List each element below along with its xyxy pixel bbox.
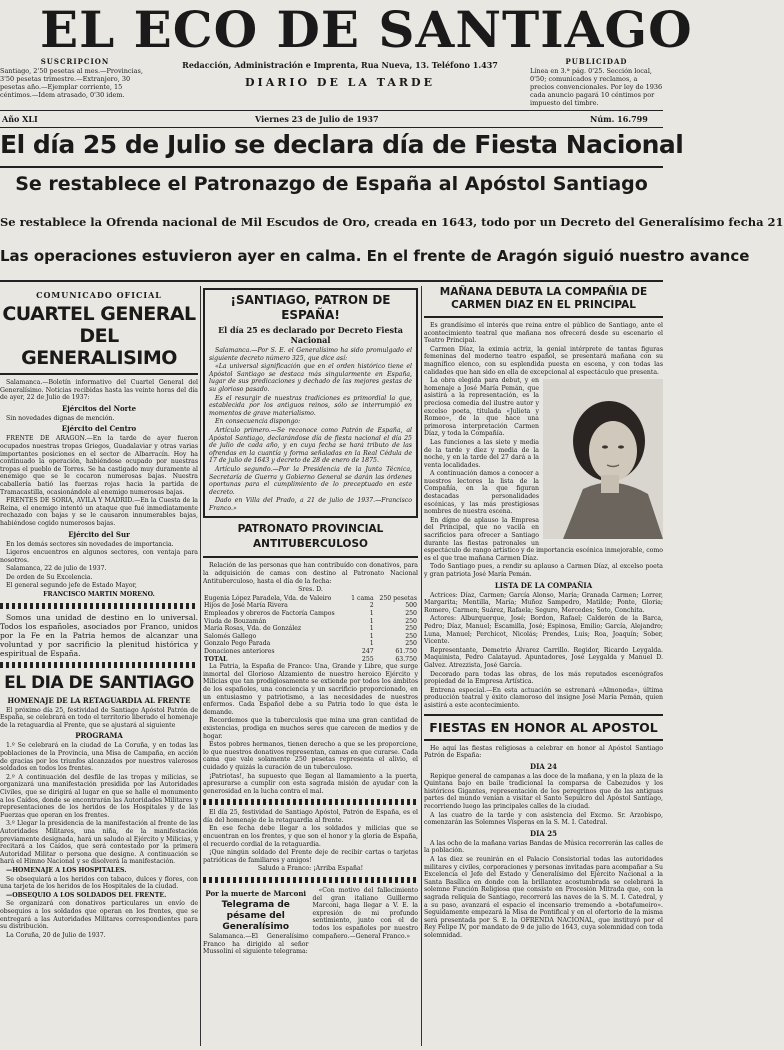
theatre-text: Todo Santiago pues, a rendir su aplauso a Carmen Díaz, al excelso poeta y gran patriota José María Pemán.	[424, 563, 663, 578]
marconi-left	[203, 887, 309, 957]
north-text: Sin novedades dignas de mención.	[6, 414, 115, 422]
patron-text: «La universal significación que en el orden histórico tiene el Apóstol Santiago se destaca más singularmente en España, lugar de sus predicaciones y dechado de las mejores gestas de su glorioso pasado.	[209, 363, 412, 393]
patron-text: Salamanca.—Por S. E. el Generalísimo ha sido promulgado el siguiente decreto número 325, que dice así:	[209, 347, 412, 362]
total-qty: 255	[361, 655, 374, 663]
day24-title: DIA 24	[530, 761, 557, 771]
divider	[424, 739, 663, 741]
donor-name: María Rosas, Vda. de González	[204, 625, 302, 633]
subscription-text: Santiago, 2'50 pesetas al mes.—Provincias, 3'50 pesetas trimestre.—Extranjero, 30 pesetas año.—Ejemplar corriente, 15 céntimos.—Idem atrasado, 0'30 idem.	[0, 67, 143, 99]
patron-text: Artículo primero.—Se reconoce como Patrón de España, al Apóstol Santiago, declarándose día de fiesta nacional el día 25 de julio de cada año, y en cuya fecha se hará tributo de las ofrendas en la cuantía y forma señaladas en la Real Cédula de 17 de julio de 1643 y decreto de 28 de enero de 1875.	[209, 426, 412, 465]
column-divider-2	[421, 286, 422, 1046]
theatre-text: A continuación damos a conocer a nuestros lectores la lista de la Compañía, en la que figuran destacadas personalidades escénicas, y las más prestigiosas nombres de nuestra escena.	[424, 470, 539, 516]
programa-item: 3.º Llegar la presidencia de la manifestación al frente de las Autoridades Militares, una niña, de la manifestación previamente designada, hará un saludo al Ejército y Milicias, y recitará a los Caídos, que será contestado por la primera Autoridad Militar o persona que designe. A continuación se hará el Himno Nacional y se disolverá la manifestación.	[0, 820, 198, 866]
theatre-text: En dígno de aplauso la Empresa del Principal, que no vacila en sacrificios para ofrecer a Santiago durante las fiestas patronales un espectáculo de rango artístico y de importancia escénica inmejorable, como es el que trae mañana Carmen Díaz.	[424, 516, 663, 562]
center-text: FRENTE DE ARAGON.—En la tarde de ayer fueron ocupados nuestras tropas Griegos, Guadalaviar y otras varias importantes posiciones en el sector de Albarracín. Hoy ha continuado la operación, habiéndose ocupado por nuestras tropas el pueblo de Torres. Se ha castigado muy duramente al enemigo que se le cocaron numerosas bajas. Nuestra caballería batió las fuerzas rojas hacia la partida de Tramacastilla, ocasionándole al enemigo numerosas bajas.	[0, 435, 198, 496]
closing-date: La Coruña, 20 de Julio de 1937.	[6, 931, 106, 939]
official-communique-label: COMUNICADO OFICIAL	[36, 290, 162, 300]
fiesta-text: El día 25, festividad de Santiago Apóstol, Patrón de España, es el día del homenaje de la retaguardia al frente.	[203, 809, 418, 824]
patron-box-subtitle: El día 25 es declarado por Decreto Fiesta Nacional	[218, 325, 403, 345]
sign-place: Salamanca, 22 de julio de 1937.	[6, 565, 107, 573]
donor-qty: 1	[369, 610, 374, 618]
donor-qty: 1	[369, 632, 374, 640]
theatre-text: La obra elegida para debut, y en homenaje a José María Pemán, que asistirá a la representación, es la preciosa comedia del ilustre autor y excelso poeta, titulada «Julieta y Romeo», de la que hace una primorosa interpretación Carmen Díaz, y toda la Compañía.	[424, 377, 539, 438]
publicity-text: Línea en 3.ª pág. 0'25. Sección local, 0'50; comunicados y reclamos, a precios convencionales. Por ley de 1936 cada anuncio pagará 10 céntimos por impuesto del timbre.	[530, 67, 663, 107]
patron-text: Dado en Villa del Prado, a 21 de julio de 1937.—Francisco Franco.»	[209, 497, 412, 512]
donor-row	[203, 625, 418, 633]
headline-front: Las operaciones estuvieron ayer en calma. En el frente de Aragón siguió nuestro avance	[0, 247, 750, 265]
fiestas-title: FIESTAS EN HONOR AL APOSTOL	[429, 719, 658, 735]
dateline	[0, 113, 663, 127]
hospitals-title: —HOMENAJE A LOS HOSPITALES.	[6, 866, 127, 874]
fiestas-intro: He aquí las fiestas religiosas a celebrar en honor al Apóstol Santiago Patrón de España:	[424, 744, 663, 760]
divider	[203, 556, 418, 558]
patron-text: En consecuencia dispongo:	[215, 418, 301, 426]
column-2	[203, 286, 418, 1046]
marconi-text: Salamanca.—El Generalísimo Franco ha dirigido al señor Mussolini el siguiente telegrama:	[203, 933, 309, 956]
donor-qty: 1	[369, 617, 374, 625]
divider	[424, 714, 663, 716]
donor-row	[203, 610, 418, 618]
masthead-center	[155, 60, 525, 89]
donor-name: Donaciones anteriores	[204, 648, 275, 655]
theatre-text: Las funciones a las siete y media de la tarde y diez y media de la noche, y en la tarde del 27 dará a la venta localidades.	[424, 438, 539, 469]
donor-name: Viuda de Bouzamán	[204, 617, 267, 625]
day24-text: Repique general de campanas a las doce de la mañana, y en la plaza de la Quintana bajo en baile tradicional la comparsa de Cabezudos y los históricos Gigantes, representación de los peregrinos que de las antiguas partes del mundo venían a visitar el Santo Sepulcro del Apóstol Santiago, recorriendo luego las principales calles de la ciudad.	[424, 772, 663, 811]
portrait-icon	[543, 379, 663, 539]
donations-total-row	[203, 656, 418, 664]
deco-divider	[0, 662, 198, 668]
donor-amount: 250 pesetas	[379, 594, 417, 602]
deco-divider	[203, 877, 418, 883]
soldiers-text: Se organizará con donativos particulares un envío de obsequios a los soldados que operan en los frentes, que se entregará a las Autoridades Militares correspondientes para su distribución.	[0, 900, 198, 931]
donor-row	[203, 602, 418, 610]
donor-amount: 250	[405, 617, 417, 625]
sign-role: El general segundo jefe de Estado Mayor,	[6, 582, 137, 590]
santiago-day-subtitle: HOMENAJE DE LA RETAGUARDIA AL FRENTE	[7, 695, 191, 705]
dateline-date: Viernes 23 de Julio de 1937	[255, 114, 379, 124]
publicity-label: PUBLICIDAD	[565, 57, 628, 66]
masthead-subtitle: DIARIO DE LA TARDE	[245, 76, 435, 89]
total-label: TOTAL	[204, 655, 228, 663]
day24-text: A las cuatro de la tarde y con asistencia del Excmo. Sr. Arzobispo, comenzarán las Solemnes Vísperas en la S. M. I. Catedral.	[424, 811, 663, 827]
day25-text: A las diez se reunirán en el Palacio Consistorial todas las autoridades militares y civiles, corporaciones y personas invitadas para acompañar a Su Excelencia el Jefe del Estado y Generalísimo del Ejército Nacional a la Santa Basílica en donde con la brillantez acostumbrada se celebrará la solemne Función Religiosa que consiste en Procesión Mitrada que, con la sagrada reliquia de Santiago, recorrerá las naves de la S. M. I. Catedral, y a su paso, avanzará el espacio el incensario tremendo a «botafumeiro». Seguidamente empezará la Misa de Pontifical y en el ofertorio de la misma será presentada por S. E. la OFRENDA NACIONAL, que instituyó por el Rey Felipe IV, por mandato de 9 de julio de 1643, cuya solemnidad con toda solemnidad.	[424, 856, 663, 939]
cuartel-title-1: CUARTEL GENERAL	[2, 303, 196, 325]
deco-divider	[0, 603, 198, 609]
donor-row	[203, 648, 418, 656]
santiago-intro: El próximo día 25, festividad de Santiago Apóstol Patrón de España, se celebrará en todo el territorio liberado el homenaje de la retaguardia al Frente, que se ajustará al siguiente	[0, 706, 198, 729]
subscription-box	[0, 58, 150, 99]
column-divider-1	[200, 286, 201, 1046]
headline-main: El día 25 de Julio se declara día de Fiesta Nacional	[0, 130, 684, 159]
patronato-text: Estos pobres hermanos, tienen derecho a que se les proporcione, lo que nuestros donativos representan, camas en que curarse. Cada cama que vale solamente 250 pesetas representa el alivio, el cuidado y quizás la curación de un tuberculoso.	[203, 741, 418, 771]
staff-text: Representante, Demetrio Álvarez Carrillo. Regidor, Ricardo Leygalda. Maquinista, Pedro Calatayud. Apuntadores, José Leygalda y Manuel D. Galvez. Atrezzista, José García.	[424, 646, 663, 669]
deco-divider	[203, 799, 418, 805]
marconi-section	[203, 887, 418, 957]
fiesta-text: ¡Que ningún soldado del Frente deje de recibir cartas o tarjetas patrióticas de familiares y amigos!	[203, 849, 418, 864]
donor-qty: 1 cama	[351, 594, 374, 602]
headline-secondary: Se restablece el Patronazgo de España al Apóstol Santiago	[15, 173, 648, 195]
divider	[0, 373, 198, 375]
masthead-address: Redacción, Administración e Imprenta, Rua Nueva, 13. Teléfono 1.437	[182, 60, 498, 70]
programa-title: PROGRAMA	[75, 731, 123, 741]
actores-list: Actores: Alburquerque, José; Bordon, Rafael; Calderón de la Barca, Pedro; Díaz, Manuel; Escamilla, José; Espinosa, Emilio; García, Alejandro; Luna, Manuel; Perchicot, Nicolás; Prendes, Luis; Roa, Joaquín; Sober, Vicente.	[424, 615, 663, 646]
actrices-list: Actrices: Díaz, Carmen; García Alonso, María; Granada Carmen; Lorrer, Margarita; Mentilla, María; Muñoz Sampedro, Matilde; Ponte, Gloria; Romero, Carmen; Suárez, Rafaela; Seguro, Mercedes; Soto, Conchita.	[424, 591, 663, 614]
dateline-number: Núm. 16.799	[590, 114, 648, 124]
aviation-text: Ligeros encuentros en algunos sectores, con ventaja para nosotros.	[0, 549, 198, 564]
donor-name: Hijos de José María Rivera	[204, 602, 288, 610]
hospitals-text: Se obsequiará a los heridos con tabaco, dulces y flores, con una tarjeta de los heridos de los Hospitales de la ciudad.	[0, 875, 198, 891]
total-amount: 63.750	[395, 655, 417, 663]
headline-rule	[0, 166, 663, 168]
communique-intro: Salamanca.—Boletín informativo del Cuartel General del Generalísimo. Noticias recibidas hasta las veinte horas del día de ayer, 22 de Julio de 1937:	[0, 379, 198, 402]
masthead-rule	[0, 110, 663, 111]
day25-title: DIA 25	[530, 828, 557, 838]
fiesta-salute: Saludo a Franco: ¡Arriba España!	[257, 865, 364, 873]
patron-text: Es el resurgir de nuestras tradiciones es primordial la que, establecida por los antiguos reinos, sólo se interrumpió en momentos de grave materialismo.	[209, 394, 412, 417]
donor-row	[203, 618, 418, 626]
cuartel-title-2: DEL GENERALISIMO	[21, 325, 177, 369]
north-title: Ejércitos del Norte	[61, 403, 137, 413]
center-title: Ejército del Centro	[61, 424, 137, 434]
programa-item: 1.º Se celebrará en la ciudad de La Coruña, y en todas las poblaciones de la Provincia, una Misa de Campaña, en acción de gracias por los triunfos alcanzados por nuestros valerosos soldados en todos los frentes.	[0, 742, 198, 773]
dateline-year: Año XLI	[2, 114, 38, 124]
donor-amount: 250	[405, 632, 417, 640]
column-3	[424, 286, 663, 1046]
marconi-right	[313, 887, 419, 957]
programa-item: 2.º A continuación del desfile de las tropas y milicias, se organizará una manifestación presidida por las Autoridades Civiles, que se dirigirá al lugar en que se halle el monumento a los Caídos, donde se encontrarán las Autoridades Militares y representaciones de los heridos de los Hospitales y de las Fuerzas que operan en los frentes.	[0, 773, 198, 819]
subscription-label: SUSCRIPCION	[40, 57, 110, 66]
donations-table	[203, 595, 418, 663]
patronato-text: ¡Patriotas!, ha supuesto que llegan al llamamiento a la puerta, apresurarse a cumplir con esta sagrada misión de ayudar con la generosidad en la lucha contra el mal.	[203, 772, 418, 795]
donor-name: Eugenia López Paradela, Vda. de Valeiro	[204, 594, 332, 602]
company-list-title: LISTA DE LA COMPAÑIA	[494, 580, 593, 590]
donor-name: Gonzalo Pego Parada	[204, 640, 271, 648]
marconi-quote: «Con motivo del fallecimiento del gran italiano Guillermo Marconi, haga llegar a V. E. la expresión de mi profundo sentimiento, junto con el de todos los españoles por nuestro compañero.—General Franco.»	[312, 887, 418, 940]
patronato-title: PATRONATO PROVINCIAL ANTITUBERCULOSO	[237, 523, 384, 551]
donor-amount: 250	[405, 610, 417, 618]
fiesta-text: En ese fecha debe llegar a los soldados y milicias que se encuentran en los frentes, y que son el honor y la gloria de España, el recuerdo cordial de la retaguardia.	[203, 825, 418, 848]
sign-greeting: De orden de Su Excelencia.	[6, 573, 93, 581]
patronato-text: Recordemos que la tuberculosis que mina una gran cantidad de existencias, prodiga en muchos seres que carecen de medios y de hogar.	[203, 717, 418, 740]
marconi-subtitle: Por la muerte de Marconi	[205, 889, 307, 899]
donor-amount: 500	[405, 602, 417, 610]
divider	[424, 316, 663, 318]
donor-name: Empleados y obreros de Factoría Campos	[204, 610, 335, 618]
columns-top-rule	[0, 280, 663, 282]
sign-name: FRANCISCO MARTIN MORENO.	[43, 591, 155, 599]
donor-row	[203, 595, 418, 603]
masthead-title: EL ECO DE SANTIAGO	[40, 0, 693, 59]
staff-text: Entrena especial.—En esta actuación se estrenará «Almoneda», última producción teatral y éxito clamoroso del insigne José María Pemán, quien asistirá a este acontecimiento.	[424, 686, 663, 709]
donor-qty: 2	[369, 602, 374, 610]
donor-amount: 61.750	[395, 648, 417, 655]
patronato-greeting: Sres. D.	[298, 586, 323, 594]
headline-tertiary: Se restablece la Ofrenda nacional de Mil Escudos de Oro, creada en 1643, todo por un Decreto del Generalísimo fecha 21	[0, 215, 784, 229]
day25-text: A las ocho de la mañana varias Bandas de Música recorrerán las calles de la población.	[424, 839, 663, 855]
south-text: En los demás sectores sin novedades de importancia.	[6, 540, 174, 548]
patron-box-title: ¡SANTIAGO, PATRON DE ESPAÑA!	[230, 293, 391, 322]
patronato-text: La Patria, la España de Franco: Una, Grande y Libre, que surge inmortal del Glorioso Alzamiento de nuestro heroico Ejército y Milicias que tan prodigiosamente se extiende por todos los ámbitos de los españoles, una conciencia y un sacrificio proporcionado, en un entusiasmo y patriotismo, a las necesidades de nuestros enfermos. Cada Español debe a su Patria todo lo que ésta le demande.	[203, 663, 418, 716]
south-title: Ejército del Sur	[68, 529, 130, 539]
donor-qty: 1	[369, 640, 374, 648]
donor-name: Salomés Gallego	[204, 632, 257, 640]
theatre-text: Carmen Díaz, la eximia actriz, la genial intérprete de tantas figuras femeninas del moderno teatro español, se presentará mañana con su magnífico elenco, con su esplendida puesta en escena, y con todas las calidades que han sido en ella de excepcional al espectáculo que presenta.	[424, 345, 663, 376]
column-1	[0, 286, 198, 1046]
donor-amount: 250	[405, 625, 417, 633]
patron-box	[203, 288, 418, 518]
portrait-photo	[543, 379, 663, 539]
publicity-box	[530, 58, 663, 107]
soldiers-title: —OBSEQUIO A LOS SOLDADOS DEL FRENTE.	[6, 891, 167, 899]
dateline-rule	[0, 127, 663, 128]
donor-row	[203, 640, 418, 648]
motto-text: Somos una unidad de destino en lo universal. Todos los españoles, asociados por Franco, unidos por la Fe en la Patria hemos de alcanzar una voluntad y por sacrificio la plenitud histórica y espiritual de España.	[0, 612, 198, 658]
donor-qty: 247	[361, 648, 374, 655]
donor-qty: 1	[369, 625, 374, 633]
santiago-day-title: EL DIA DE SANTIAGO	[4, 672, 194, 693]
donor-amount: 250	[405, 640, 417, 648]
patronato-intro: Relación de las personas que han contribuído con donativos, para la adquisición de camas con destino al Patronato Nacional Antituberculoso, hasta el día de la fecha:	[203, 562, 418, 585]
theatre-text: Es grandísimo el interés que reina entre el público de Santiago, ante el acontecimiento teatral que mañana nos ofrecerá desde su escenario el Teatro Principal.	[424, 322, 663, 345]
donor-row	[203, 633, 418, 641]
theatre-title: MAÑANA DEBUTA LA COMPAÑIA DE CARMEN DIAZ EN EL PRINCIPAL	[439, 286, 648, 311]
frentes-text: FRENTES DE SORIA, AVILA Y MADRID.—En la Cuesta de la Reina, el enemigo intentó un ataque que fué inmediatamente rechazado con bajas y se le causaron innumerables bajas, habiéndose cogido numerosos bajas.	[0, 497, 198, 527]
marconi-title: Telegrama de pésame del Generalísimo	[221, 900, 290, 933]
staff-text: Decorado para todas las obras, de los más reputados escenógrafos propiedad de la Empresa Artística.	[424, 670, 663, 686]
patron-text: Artículo segundo.—Por la Presidencia de la Junta Técnica, Secretaría de Guerra y Gobierno General se darán las órdenes oportunas para el cumplimiento de lo preceptuado en este decreto.	[209, 465, 412, 496]
